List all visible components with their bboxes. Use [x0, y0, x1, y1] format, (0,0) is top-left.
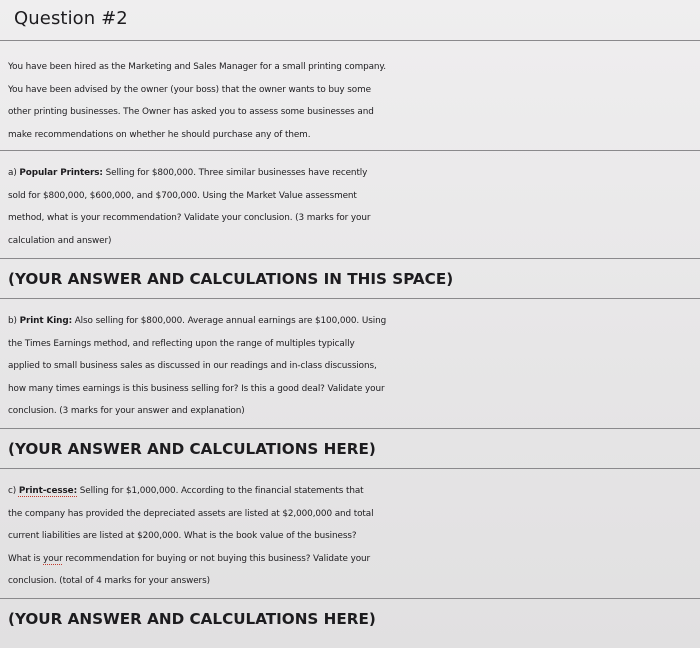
part-c-line: the company has provided the depreciated assets are listed at $2,000,000 and total — [8, 508, 374, 519]
part-c-line — [8, 548, 692, 571]
divider — [0, 298, 700, 299]
part-c-line4-post: recommendation for buying or not buying this business? Validate your — [62, 553, 371, 564]
part-a-prefix: a) — [8, 168, 20, 178]
part-b-line1: Also selling for $800,000. Average annual earnings are $100,000. Using — [72, 316, 387, 326]
part-c-business-name: Print-cesse: — [18, 486, 77, 496]
part-c-paragraph — [8, 480, 692, 593]
part-c-line: conclusion. (total of 4 marks for your answers) — [8, 576, 210, 587]
part-b-prefix: b) — [8, 316, 20, 326]
intro-paragraph — [8, 56, 692, 146]
part-a-line: calculation and answer) — [8, 235, 112, 246]
part-b-answer-prompt: (YOUR ANSWER AND CALCULATIONS HERE) — [8, 440, 376, 458]
part-c-line4-word: your — [43, 553, 63, 564]
divider — [0, 598, 700, 599]
intro-line: other printing businesses. The Owner has asked you to assess some businesses and — [8, 107, 374, 118]
part-b-line: how many times earnings is this business selling for? Is this a good deal? Validate your — [8, 383, 385, 394]
divider — [0, 428, 700, 429]
part-c-line1: Selling for $1,000,000. According to the financial statements that — [77, 486, 364, 496]
part-c-line: current liabilities are listed at $200,000. What is the book value of the business? — [8, 531, 357, 542]
divider — [0, 258, 700, 259]
part-a-line: method, what is your recommendation? Validate your conclusion. (3 marks for your — [8, 213, 371, 224]
question-title: Question #2 — [14, 8, 128, 29]
part-a-line1: Selling for $800,000. Three similar businesses have recently — [102, 168, 368, 178]
intro-line: You have been advised by the owner (your boss) that the owner wants to buy some — [8, 84, 371, 95]
intro-line: make recommendations on whether he should purchase any of them. — [8, 129, 311, 140]
part-a-paragraph — [8, 162, 692, 252]
part-c-answer-prompt: (YOUR ANSWER AND CALCULATIONS HERE) — [8, 610, 376, 628]
part-b-paragraph — [8, 310, 692, 423]
part-a-business-name: Popular Printers: — [19, 168, 103, 178]
part-b-line: the Times Earnings method, and reflecting upon the range of multiples typically — [8, 338, 355, 349]
part-b-business-name: Print King: — [19, 316, 73, 326]
intro-line: You have been hired as the Marketing and Sales Manager for a small printing company. — [8, 62, 387, 72]
part-b-line: applied to small business sales as discussed in our readings and in-class discussions, — [8, 361, 377, 372]
part-b-line — [8, 310, 692, 333]
question-header — [0, 0, 700, 41]
divider — [0, 468, 700, 469]
part-a-answer-prompt: (YOUR ANSWER AND CALCULATIONS IN THIS SPACE) — [8, 270, 454, 288]
part-c-line4-pre: What is — [8, 553, 44, 564]
divider — [0, 150, 700, 151]
part-a-line — [8, 162, 692, 185]
part-c-line — [8, 480, 692, 503]
part-a-line: sold for $800,000, $600,000, and $700,000. Using the Market Value assessment — [8, 190, 357, 201]
part-b-line: conclusion. (3 marks for your answer and explanation) — [8, 406, 245, 417]
part-c-prefix: c) — [8, 486, 19, 496]
